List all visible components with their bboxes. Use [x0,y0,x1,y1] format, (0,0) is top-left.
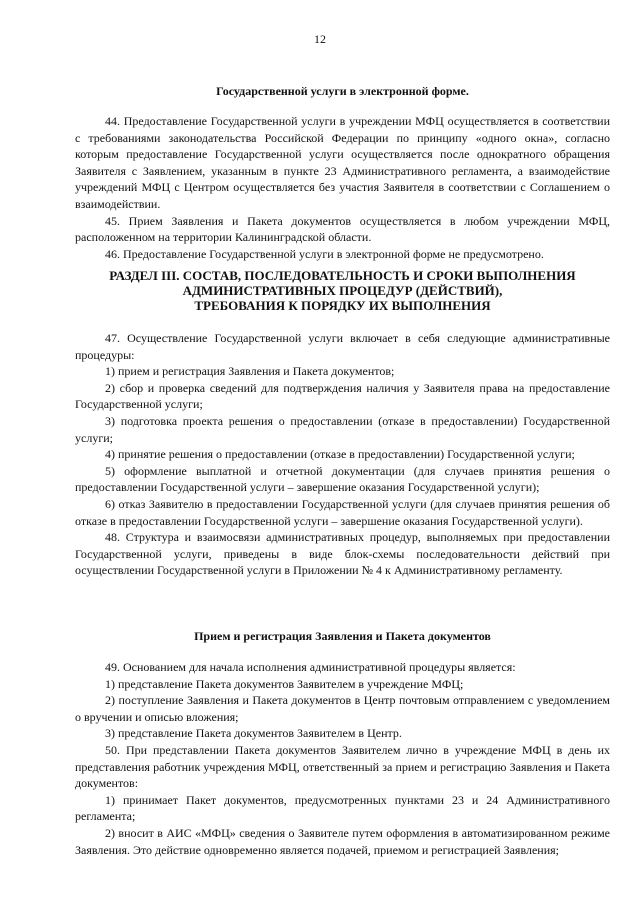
list-item-47-3: 3) подготовка проекта решения о предоставлении (отказе в предоставлении) Государственной услуги; [75,413,610,445]
list-item-47-4: 4) принятие решения о предоставлении (отказе в предоставлении) Государственной услуги; [105,447,575,462]
list-item-49-2: 2) поступление Заявления и Пакета документов в Центр почтовым отправлением с уведомлением о вручении и описью вложения; [75,693,610,724]
subheading-electronic-form: Государственной услуги в электронной форме. [216,84,469,98]
list-item-49-1: 1) представление Пакета документов Заявителем в учреждение МФЦ; [105,676,464,691]
subheading-reception: Прием и регистрация Заявления и Пакета документов [194,629,491,643]
list-item-47-6: 6) отказ Заявителю в предоставлении Государственной услуги (для случаев принятия решения об отказе в предоставлении Государственной услуги – завершение оказания Государственной услуги). [75,496,610,528]
paragraph-46: 46. Предоставление Государственной услуги в электронной форме не предусмотрено. [105,246,544,261]
list-item-47-2: 2) сбор и проверка сведений для подтверждения наличия у Заявителя права на предоставление Государственной услуги; [75,380,610,412]
paragraph-49: 49. Основанием для начала исполнения административной процедуры является: [105,660,516,674]
paragraph-47: 47. Осуществление Государственной услуги включает в себя следующие административные процедуры: [75,331,610,362]
list-item-50-2: 2) вносит в АИС «МФЦ» сведения о Заявителе путем оформления в автоматизированном режиме Заявления. Это действие одновременно является подачей, приемом и регистрацией Заявления; [75,825,610,857]
paragraph-45: 45. Прием Заявления и Пакета документов осуществляется в любом учреждении МФЦ, расположенном на территории Калининградской области. [75,213,610,245]
section-3-heading [75,268,610,313]
paragraphs-47-48 [75,330,610,579]
list-item-47-1: 1) прием и регистрация Заявления и Пакета документов; [105,364,395,379]
list-item-49-3: 3) представление Пакета документов Заявителем в Центр. [105,726,402,741]
paragraph-50: 50. При представлении Пакета документов Заявителем лично в учреждение МФЦ в день их представления работник учреждения МФЦ, ответственный за прием и регистрацию Заявления и Пакета документов: [75,742,610,791]
list-item-47-5: 5) оформление выплатной и отчетной документации (для случаев принятия решения о предоставлении Государственной услуги – завершение оказания Государственной услуги); [75,463,610,495]
paragraphs-49-50 [75,659,610,858]
section-heading-line-3: ТРЕБОВАНИЯ К ПОРЯДКУ ИХ ВЫПОЛНЕНИЯ [194,298,491,313]
section-heading-line-2: АДМИНИСТРАТИВНЫХ ПРОЦЕДУР (ДЕЙСТВИЙ), [182,283,503,298]
paragraph-44: 44. Предоставление Государственной услуги в учреждении МФЦ осуществляется в соответствии с требованиями законодательства Российской Федерации по принципу «одного окна», согласно которым предоставление Государственной услуги осуществляется после однократного обращения Заявителя с Заявлением, указанным в пункте 23 Административного регламента, а взаимодействие учреждений МФЦ с Центром осуществляется без участия Заявителя в соответствии с Соглашением о взаимодействии. [75,114,610,211]
list-item-50-1: 1) принимает Пакет документов, предусмотренных пунктами 23 и 24 Административного регламента; [75,792,610,824]
section-heading-line-1: РАЗДЕЛ III. СОСТАВ, ПОСЛЕДОВАТЕЛЬНОСТЬ И СРОКИ ВЫПОЛНЕНИЯ [109,268,576,283]
paragraphs-44-46 [75,113,610,262]
page-number: 12 [314,32,326,46]
paragraph-48: 48. Структура и взаимосвязи административных процедур, выполняемых при предоставлении Государственной услуги, приведены в виде блок-схемы последовательности действий при осуществлении Государственной услуги в Приложении № 4 к Административному регламенту. [75,530,610,578]
